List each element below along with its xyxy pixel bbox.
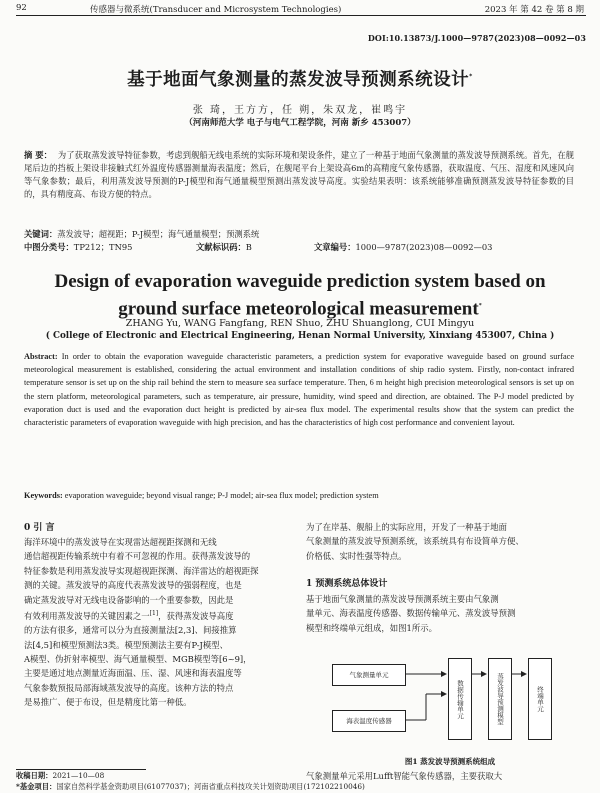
en-title: Design of evaporation waveguide prediction system based on ground surface meteorological measurement* (54, 271, 546, 320)
right-column-mid: 基于地面气象测量的蒸发波导预测系统主要由气象测 量单元、海表温度传感器、数据传输单元、蒸发波导预测 模型和终端单元组成，如图1所示。 (306, 594, 516, 633)
cn-authors: 张 琦，王方方，任 朔，朱双龙，崔鸣宇 (192, 105, 408, 116)
box-weather-unit: 气象测量单元 (332, 664, 406, 686)
footnote-received: 收稿日期：2021—10—08 (16, 771, 105, 780)
right-column-bottom: 气象测量单元采用Lufft智能气象传感器，主要获取大 (306, 771, 503, 781)
cn-classification (24, 241, 584, 253)
en-keywords: Keywords: evaporation waveguide; beyond visual range; P-J model; air-sea flux model; prediction system (24, 491, 379, 500)
issue-info: 2023 年 第 42 卷 第 8 期 (484, 5, 584, 15)
cn-abstract-text: 为了获取蒸发波导特征参数，考虑到舰船无线电系统的实际环境和架设条件，建立了一种基于地面气象测量的蒸发波导预测系统。首先，在舰尾后边的挡板上架设非接触式红外温度传感器测量海表温度；然后，在舰尾平台上架设高6m的高精度气象传感器，获取温度、气压、湿度和风速风向等气象参数；最后，利用蒸发波导预测的P-J模型和海气通量模型预测出蒸发波导高度。实验结果表明：该系统能够准确预测蒸发波导特征参数的目的，具有精度高、布设方便的特点。 (24, 150, 574, 199)
left-column: 海洋环境中的蒸发波导在实现雷达超视距探测和无线 通信超视距传输系统中有着不可忽视的作用。获得蒸发波导的 特征参数是利用蒸发波导实现超视距探测、海洋雷达的超视距探 测的关键。蒸发波导的高度代表蒸发波导的强弱程度，也是 确定蒸发波导对无线电设备影响的一个重要参数，因此是 有效利用蒸发波导的关键因素之一[1]，获得蒸发波导高度 的方法有很多，通常可以分为直接测量法[2,3]、间接推算 法[4,5]和模型预测法3类。模型预测法主要有P-J模型、 A模型、伪折射率模型、海气通量模型、MGB模型等[6~9]， 主要是通过地点测量近海面温、压、湿、风速和海表温度等 气象参数预报局部海域蒸发波导的高度。该种方法的特点 是易推广、便于布设，但是精度比第一种低。 (24, 537, 259, 708)
section-0-title: 0 引 言 (24, 523, 55, 533)
article-no: 文章编号：1000—9787(2023)08—0092—03 (314, 242, 493, 252)
cn-abstract-label: 摘 要： (24, 150, 52, 160)
figure-1-diagram (328, 654, 574, 752)
box-transfer-unit: 数据传输单元 (448, 658, 472, 740)
en-authors: ZHANG Yu, WANG Fangfang, REN Shuo, ZHU Shuanglong, CUI Mingyu (125, 318, 475, 329)
clc: 中图分类号：TP212；TN95 (24, 242, 133, 252)
page-number: 92 (16, 3, 27, 13)
footnote-fund: *基金项目：国家自然科学基金资助项目(61077037)；河南省重点科技攻关计划资助项目(172102210046) (16, 782, 365, 791)
cn-affiliation: （河南师范大学 电子与电气工程学院，河南 新乡 453007） (184, 118, 416, 128)
section-1-title: 1 预测系统总体设计 (306, 579, 388, 589)
cn-keywords: 关键词：蒸发波导；超视距；P-J模型；海气通量模型；预测系统 (24, 229, 260, 239)
box-terminal-unit: 终端单元 (528, 658, 552, 740)
header-rule (16, 15, 586, 16)
footnote-rule (16, 769, 146, 770)
journal-name: 传感器与微系统(Transducer and Microsystem Technologies) (90, 5, 342, 15)
doi[interactable]: DOI:10.13873/J.1000—9787(2023)08—0092—03 (367, 33, 586, 43)
box-prediction-model: 蒸发波导预测模型 (488, 658, 512, 740)
en-affiliation: ( College of Electronic and Electrical Engineering, Henan Normal University, Xinxiang 453007, China ) (45, 331, 555, 341)
en-abstract-text: In order to obtain the evaporation waveguide characteristic parameters, a prediction system for evaporative waveguide based on ground surface meteorological measurement is established, considering the actual environment and installation conditions of ship radio system. Firstly, non-contact infrared temperature sensor is set up on the ship rail behind the stern to measure sea surface temperature. Then, 6 m height high precision meteorological sensors is set up on the stern platform, meteorological parameters, such as temperature, air pressure, humidity, wind speed and direction, are obtained. The P-J model predicted by evaporation duct is used and the evaporation duct height is predicted by air-sea flux model. The experimental results show that the system can predict the characteristic parameters of evaporation waveguide with high precision, and has the characteristics of high cost performance and convenient layout. (24, 352, 574, 428)
cn-abstract (24, 149, 574, 201)
cn-title: 基于地面气象测量的蒸发波导预测系统设计* (127, 70, 473, 90)
box-sst-sensor: 海表温度传感器 (332, 710, 406, 732)
en-abstract (24, 350, 574, 429)
figure-1-caption: 图1 蒸发波导预测系统组成 (404, 757, 496, 766)
right-column-top: 为了在岸基、舰船上的实际应用，开发了一种基于地面 气象测量的蒸发波导预测系统，该系统具有布设简单方便、 价格低、实时性强等特点。 (306, 522, 524, 561)
en-abstract-label: Abstract: (24, 352, 58, 361)
doc-code: 文献标识码：B (196, 242, 252, 252)
